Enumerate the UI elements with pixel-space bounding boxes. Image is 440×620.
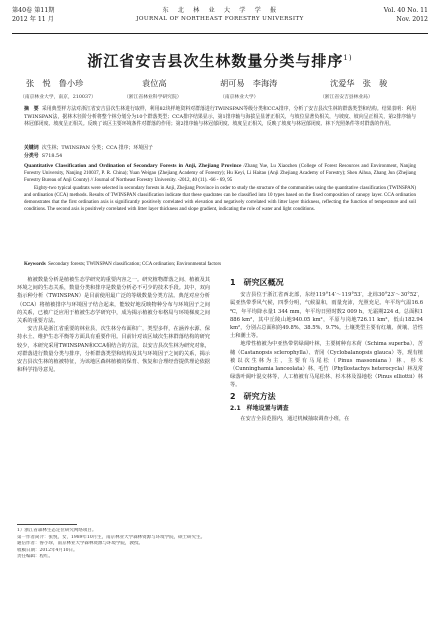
english-citation: /Zhang Yue, Lu Xiaozhen (College of Forest Resources and Environment, Nanjing Forestry University, Nanjing 210037, P. R. China); Yuan Weigao (Zhejiang Academy of Forestry); Hu Keyi, Li Haitao (Anji Zhejiang Academy of Forestry); Shen Aihua, Zhang Jun (Zhejiang Forestry Bureau of Anji County) // Journal of Northeast Forestry University. -2012, 40 (11). -66 - 69, 95 xyxy=(24,164,416,184)
keywords-en-label: Keywords xyxy=(24,262,46,267)
volume-issue-en: Vol. 40 No. 11 xyxy=(383,7,428,14)
section-heading-2: 2 研究方法 xyxy=(230,391,276,401)
keywords-en xyxy=(24,261,416,269)
keywords-en-text: Secondary forests; TWINSPAN classification; CCA ordination; Environmental factors xyxy=(48,262,222,267)
body-paragraph: 植被数量分析是植被生态学研究的重要内容之一。研究植物群落之间、植被及其环境之间的生态关系，数量分类和排序是数量分析必不可少的技术手段。其中，双向指示种分析（TWINSPAN）是目前使用最广泛的等级数量分类方法。典范对应分析（CCA）将植被排序与环境因子结合起来，能较好地反映物种分布与环境因子之间的关系，已被广泛应用于植被生态学研究中，成为揭示植被分布格局与环境梯度之间关系的重要方法。 xyxy=(17,277,210,325)
footnotes xyxy=(17,528,210,561)
affiliation-4: （浙江省安吉县林业局） xyxy=(320,95,373,100)
paper-title xyxy=(0,50,440,71)
keywords-cn xyxy=(24,145,416,153)
journal-name-en: JOURNAL OF NORTHEAST FORESTRY UNIVERSITY xyxy=(136,16,304,22)
footnote-item: 通信作者：鲁小珍，南京林业大学森林资源与环境学院，教授。 xyxy=(17,541,143,547)
body-paragraph: 在安吉全县范围内，通过机械抽取调查小班，在 xyxy=(240,416,350,423)
header-rule xyxy=(12,33,428,34)
abstract-cn-label: 摘 要 xyxy=(24,106,39,112)
keywords-cn-label: 关键词 xyxy=(24,145,39,151)
affiliation-1: （南京林业大学，南京，210037） xyxy=(20,95,96,100)
english-abstract-text: Eighty-two typical quadrats were selected in secondary forests in Anji, Zhejiang Province in order to study the structure of the communities using the quantitative classification (TWINSPAN) and ordination (CCA) methods. Results of TWINSPAN classification indicate that these quadrates can be classified into 10 types based on the fixed composition of canopy layer. CCA ordination demonstrates that the first ordination axis is significantly positively correlated with elevation and negatively correlated with litter layer thickness, reflecting the function of temperature and soil conditions. The second axis is positively correlated with litter layer thickness and slope gradient, indicating the role of water and light conditions. xyxy=(24,185,416,213)
footnote-item: 1）浙江省森林生态定位研究网络项目。 xyxy=(17,528,97,533)
author-group-2: 袁位高 xyxy=(142,78,167,88)
date-cn: 2012 年 11 月 xyxy=(12,16,54,23)
affiliation-list xyxy=(20,93,420,103)
abstract-cn-text: 采用典型样方法对浙江省安吉县次生林进行取样，利用82块样地资料对群落进行TWINSPAN等级分类和CCA排序，分析了安吉县次生林的群落类型和结构。结果表明：利用TWINSPAN法，据林木径阶分析将整个林分划分为10个群落类型；CCA排序结果显示，第1排序轴与海拔呈显著正相关，与坡位显著负相关，与坡度、坡向呈正相关，第2排序轴与林冠郁闭度、坡度呈正相关。反映了该区主要环境条件对群落的作用；第2排序轴与林冠郁闭度、坡度呈正相关，反映了坡度与林冠郁闭度、林下光照条件等对群落的作用。 xyxy=(24,106,417,128)
date-en: Nov. 2012 xyxy=(396,16,428,23)
classification-cn-label: 分类号 xyxy=(24,153,39,159)
abstract-cn xyxy=(24,106,416,129)
section-heading-1: 1 研究区概况 xyxy=(230,278,284,287)
author-group-4: 沈爱华 张 骏 xyxy=(330,78,388,88)
english-title: Quantitative Classification and Ordination of Secondary Forests in Anji, Zhejiang Province xyxy=(24,163,242,169)
keywords-cn-text: 次生林；TWINSPAN 分类；CCA 排序；环境因子 xyxy=(41,145,153,151)
body-paragraph: 安吉县是浙江省重要的林业县，次生林分布面积广，类型多样，在涵养水源、保持水土、维护生态平衡等方面具有重要作用。目前针对该区域次生林群落结构的研究较少，本研究采用TWINSPAN和CCA相结合的方法，以安吉县次生林为研究对象，对群落进行数量分类与排序，分析群落类型和结构及其与环境因子之间的关系，揭示安吉县次生林的植被特征，为该地区森林植被的保育、恢复和合理经营提供理论依据和科学指导意见。 xyxy=(17,326,210,374)
running-head-right xyxy=(384,6,428,24)
abstract-en xyxy=(24,163,416,213)
footnote-rule xyxy=(17,524,77,525)
body-paragraph: 安吉县位于浙江省西北部，东经119°14′～119°53′，北纬30°23′～30°52′，属亚热带季风气候，四季分明，气候温和，雨量充沛，光照充足。年平均气温16.6 ℃，年平均降水量1 344 mm，年平均日照时数2 009 h，无霜期224 d。总面积1 886 km²，其中丘陵山地940.05 km²，平原与岗地726.11 km²，低山182.94 km²，分别占总面积的49.8%、38.5%、9.7%。土壤类型主要有红壤、黄壤、岩性土和潮土等。 xyxy=(230,292,423,340)
body-paragraph: 地带性植被为中亚热带常绿阔叶林，主要树种有木荷（Schima superba）、苦槠（Castanopsis sclerophylla）、青冈（Cyclobalanopsis glauca）等，现有植被以次生林为主，主要有马尾松（Pinus massoniana）林、杉木（Cunninghamia lanceolata）林、毛竹（Phyllostachys heterocycla）林及常绿落叶阔叶混交林等，人工植被有马尾松林、杉木林及湿地松（Pinus elliottii）林等。 xyxy=(230,341,423,389)
classification-cn-text: S718.54 xyxy=(41,153,63,159)
footnote-item: 责任编辑：程红。 xyxy=(17,554,53,560)
classification-cn xyxy=(24,153,416,161)
author-group-1: 张 悦 鲁小珍 xyxy=(26,78,84,88)
paper-title-text: 浙江省安吉县次生林数量分类与排序 xyxy=(87,52,344,70)
body-column-left xyxy=(17,276,210,374)
journal-name-cn: 东 北 林 业 大 学 学 报 xyxy=(162,7,278,14)
body-column-right xyxy=(230,276,423,423)
footnote-item: 第一作者简介：张悦，女，1989年10月生，南京林业大学森林资源与环境学院，硕士研究生。 xyxy=(17,534,206,540)
author-group-3: 胡可易 李海涛 xyxy=(220,78,278,88)
title-footnote-mark: 1) xyxy=(343,54,353,62)
footnote-item: 收稿日期：2012年4月10日。 xyxy=(17,547,78,553)
affiliation-3: （南京林业大学） xyxy=(220,95,259,100)
volume-issue-cn: 第40卷 第11期 xyxy=(12,7,55,14)
running-head xyxy=(12,6,428,36)
subsection-heading-2-1: 2.1 样地设置与调查 xyxy=(230,404,289,412)
running-head-center xyxy=(12,6,428,24)
author-list xyxy=(20,78,420,92)
affiliation-2: （浙江省林业科学研究院） xyxy=(124,95,182,100)
